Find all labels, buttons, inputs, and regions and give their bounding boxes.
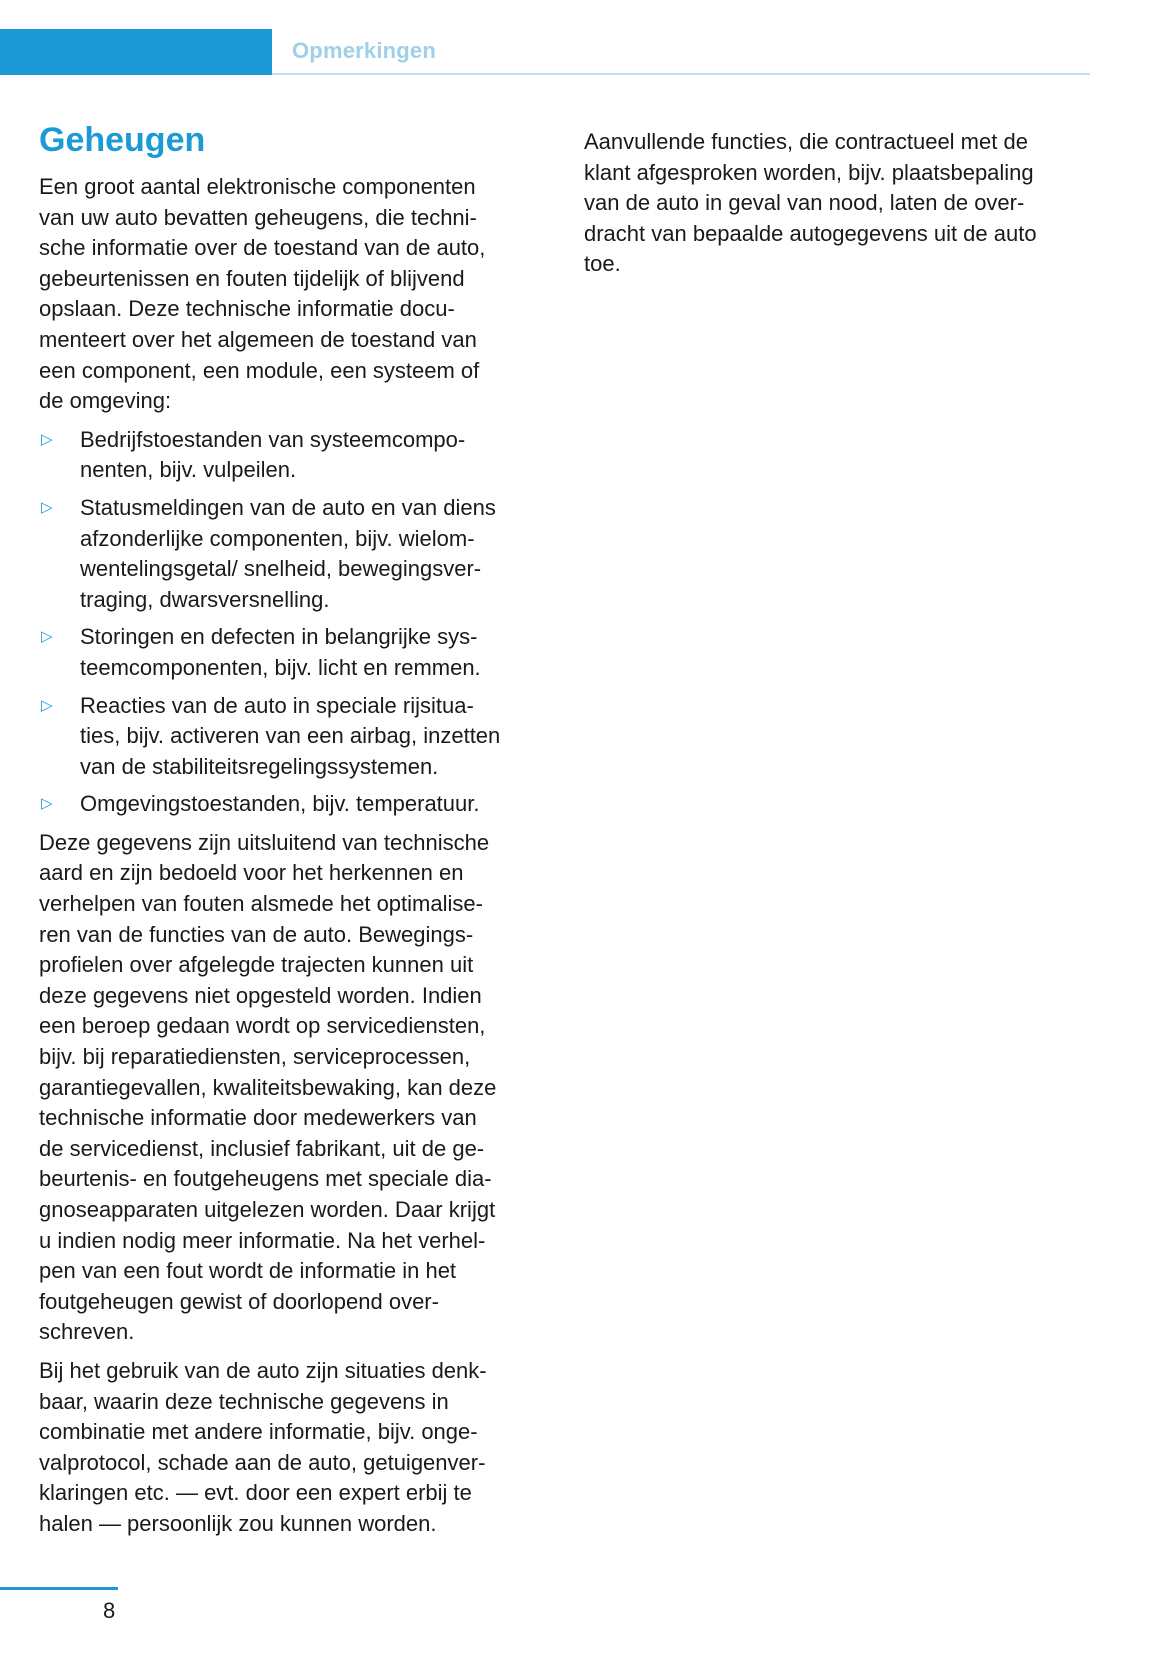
text-line: Bij het gebruik van de auto zijn situaties denk- — [39, 1357, 487, 1383]
text-line: schreven. — [39, 1319, 135, 1345]
text-line: bijv. bij reparatiediensten, serviceprocessen, — [39, 1044, 471, 1070]
text-line: beurtenis- en foutgeheugens met speciale dia- — [39, 1166, 492, 1192]
text-line: nenten, bijv. vulpeilen. — [80, 457, 297, 483]
text-line: u indien nodig meer informatie. Na het verhel- — [39, 1227, 486, 1253]
text-line: gebeurtenissen en fouten tijdelijk of blijvend — [39, 265, 465, 291]
text-line: baar, waarin deze technische gegevens in — [39, 1388, 449, 1414]
text-line: combinatie met andere informatie, bijv. onge- — [39, 1419, 478, 1445]
text-line: de omgeving: — [39, 388, 172, 414]
text-line: Aanvullende functies, die contractueel met de — [584, 129, 1028, 154]
text-line: van de stabiliteitsregelingssystemen. — [80, 753, 439, 779]
triangle-bullet-icon: ▷ — [41, 430, 53, 448]
bullet-list — [39, 425, 549, 820]
text-line: Een groot aantal elektronische componenten — [39, 174, 476, 199]
text-line: verhelpen van fouten alsmede het optimalise- — [39, 891, 483, 917]
text-line: profielen over afgelegde trajecten kunnen uit — [39, 952, 474, 978]
right-column — [584, 127, 1084, 288]
text-line: teemcomponenten, bijv. licht en remmen. — [80, 654, 481, 680]
text-line: van uw auto bevatten geheugens, die techni- — [39, 204, 477, 230]
text-line: deze gegevens niet opgesteld worden. Indien — [39, 982, 482, 1008]
text-line: Omgevingstoestanden, bijv. temperatuur. — [80, 791, 480, 817]
text-line: gnoseapparaten uitgelezen worden. Daar krijgt — [39, 1197, 496, 1222]
intro-paragraph — [39, 172, 549, 417]
text-line: sche informatie over de toestand van de auto, — [39, 235, 486, 261]
text-line: afzonderlijke componenten, bijv. wielom- — [80, 525, 475, 551]
list-item — [39, 425, 549, 486]
text-line: een beroep gedaan wordt op servicediensten, — [39, 1013, 486, 1039]
text-line: aard en zijn bedoeld voor het herkennen en — [39, 860, 464, 886]
text-line: de servicedienst, inclusief fabrikant, uit de ge- — [39, 1135, 485, 1161]
text-line: halen — persoonlijk zou kunnen worden. — [39, 1510, 437, 1536]
text-line: ties, bijv. activeren van een airbag, inzetten — [80, 723, 501, 749]
triangle-bullet-icon: ▷ — [41, 795, 53, 813]
text-line: dracht van bepaalde autogegevens uit de auto — [584, 220, 1037, 246]
list-item — [39, 493, 549, 615]
text-line: technische informatie door medewerkers van — [39, 1105, 477, 1131]
triangle-bullet-icon: ▷ — [41, 696, 53, 714]
text-line: van de auto in geval van nood, laten de over- — [584, 190, 1025, 216]
header-color-bar — [0, 29, 272, 75]
header-rule — [272, 73, 1090, 75]
text-line: Reacties van de auto in speciale rijsitua- — [80, 692, 474, 718]
text-line: opslaan. Deze technische informatie docu- — [39, 296, 455, 322]
page-number: 8 — [103, 1598, 116, 1623]
footer-rule — [0, 1587, 118, 1590]
text-line: Statusmeldingen van de auto en van diens — [80, 494, 496, 520]
text-line: Storingen en defecten in belangrijke sys- — [80, 624, 478, 650]
text-line: traging, dwarsversnelling. — [80, 586, 330, 612]
triangle-bullet-icon: ▷ — [41, 628, 53, 646]
text-line: menteert over het algemeen de toestand van — [39, 326, 477, 352]
list-item — [39, 691, 549, 783]
text-line: pen van een fout wordt de informatie in het — [39, 1258, 457, 1284]
page-heading: Geheugen — [39, 121, 206, 159]
additional-functions-paragraph — [584, 127, 1084, 280]
text-line: klaringen etc. — evt. door een expert erbij te — [39, 1480, 472, 1506]
list-item — [39, 789, 549, 820]
text-line: valprotocol, schade aan de auto, getuigenver- — [39, 1449, 486, 1475]
text-line: foutgeheugen gewist of doorlopend over- — [39, 1288, 439, 1314]
situations-paragraph — [39, 1356, 549, 1540]
text-line: wentelingsgetal/ snelheid, bewegingsver- — [80, 556, 482, 582]
text-line: Bedrijfstoestanden van systeemcompo- — [80, 426, 466, 452]
text-line: klant afgesproken worden, bijv. plaatsbepaling — [584, 159, 1034, 185]
triangle-bullet-icon: ▷ — [41, 498, 53, 516]
text-line: Deze gegevens zijn uitsluitend van technische — [39, 829, 490, 855]
data-usage-paragraph — [39, 828, 549, 1348]
text-line: toe. — [584, 251, 621, 277]
text-line: garantiegevallen, kwaliteitsbewaking, kan deze — [39, 1074, 497, 1100]
text-line: een component, een module, een systeem of — [39, 357, 480, 383]
left-column — [39, 120, 549, 1548]
list-item — [39, 622, 549, 683]
section-title: Opmerkingen — [292, 38, 437, 63]
text-line: ren van de functies van de auto. Bewegings- — [39, 921, 474, 947]
